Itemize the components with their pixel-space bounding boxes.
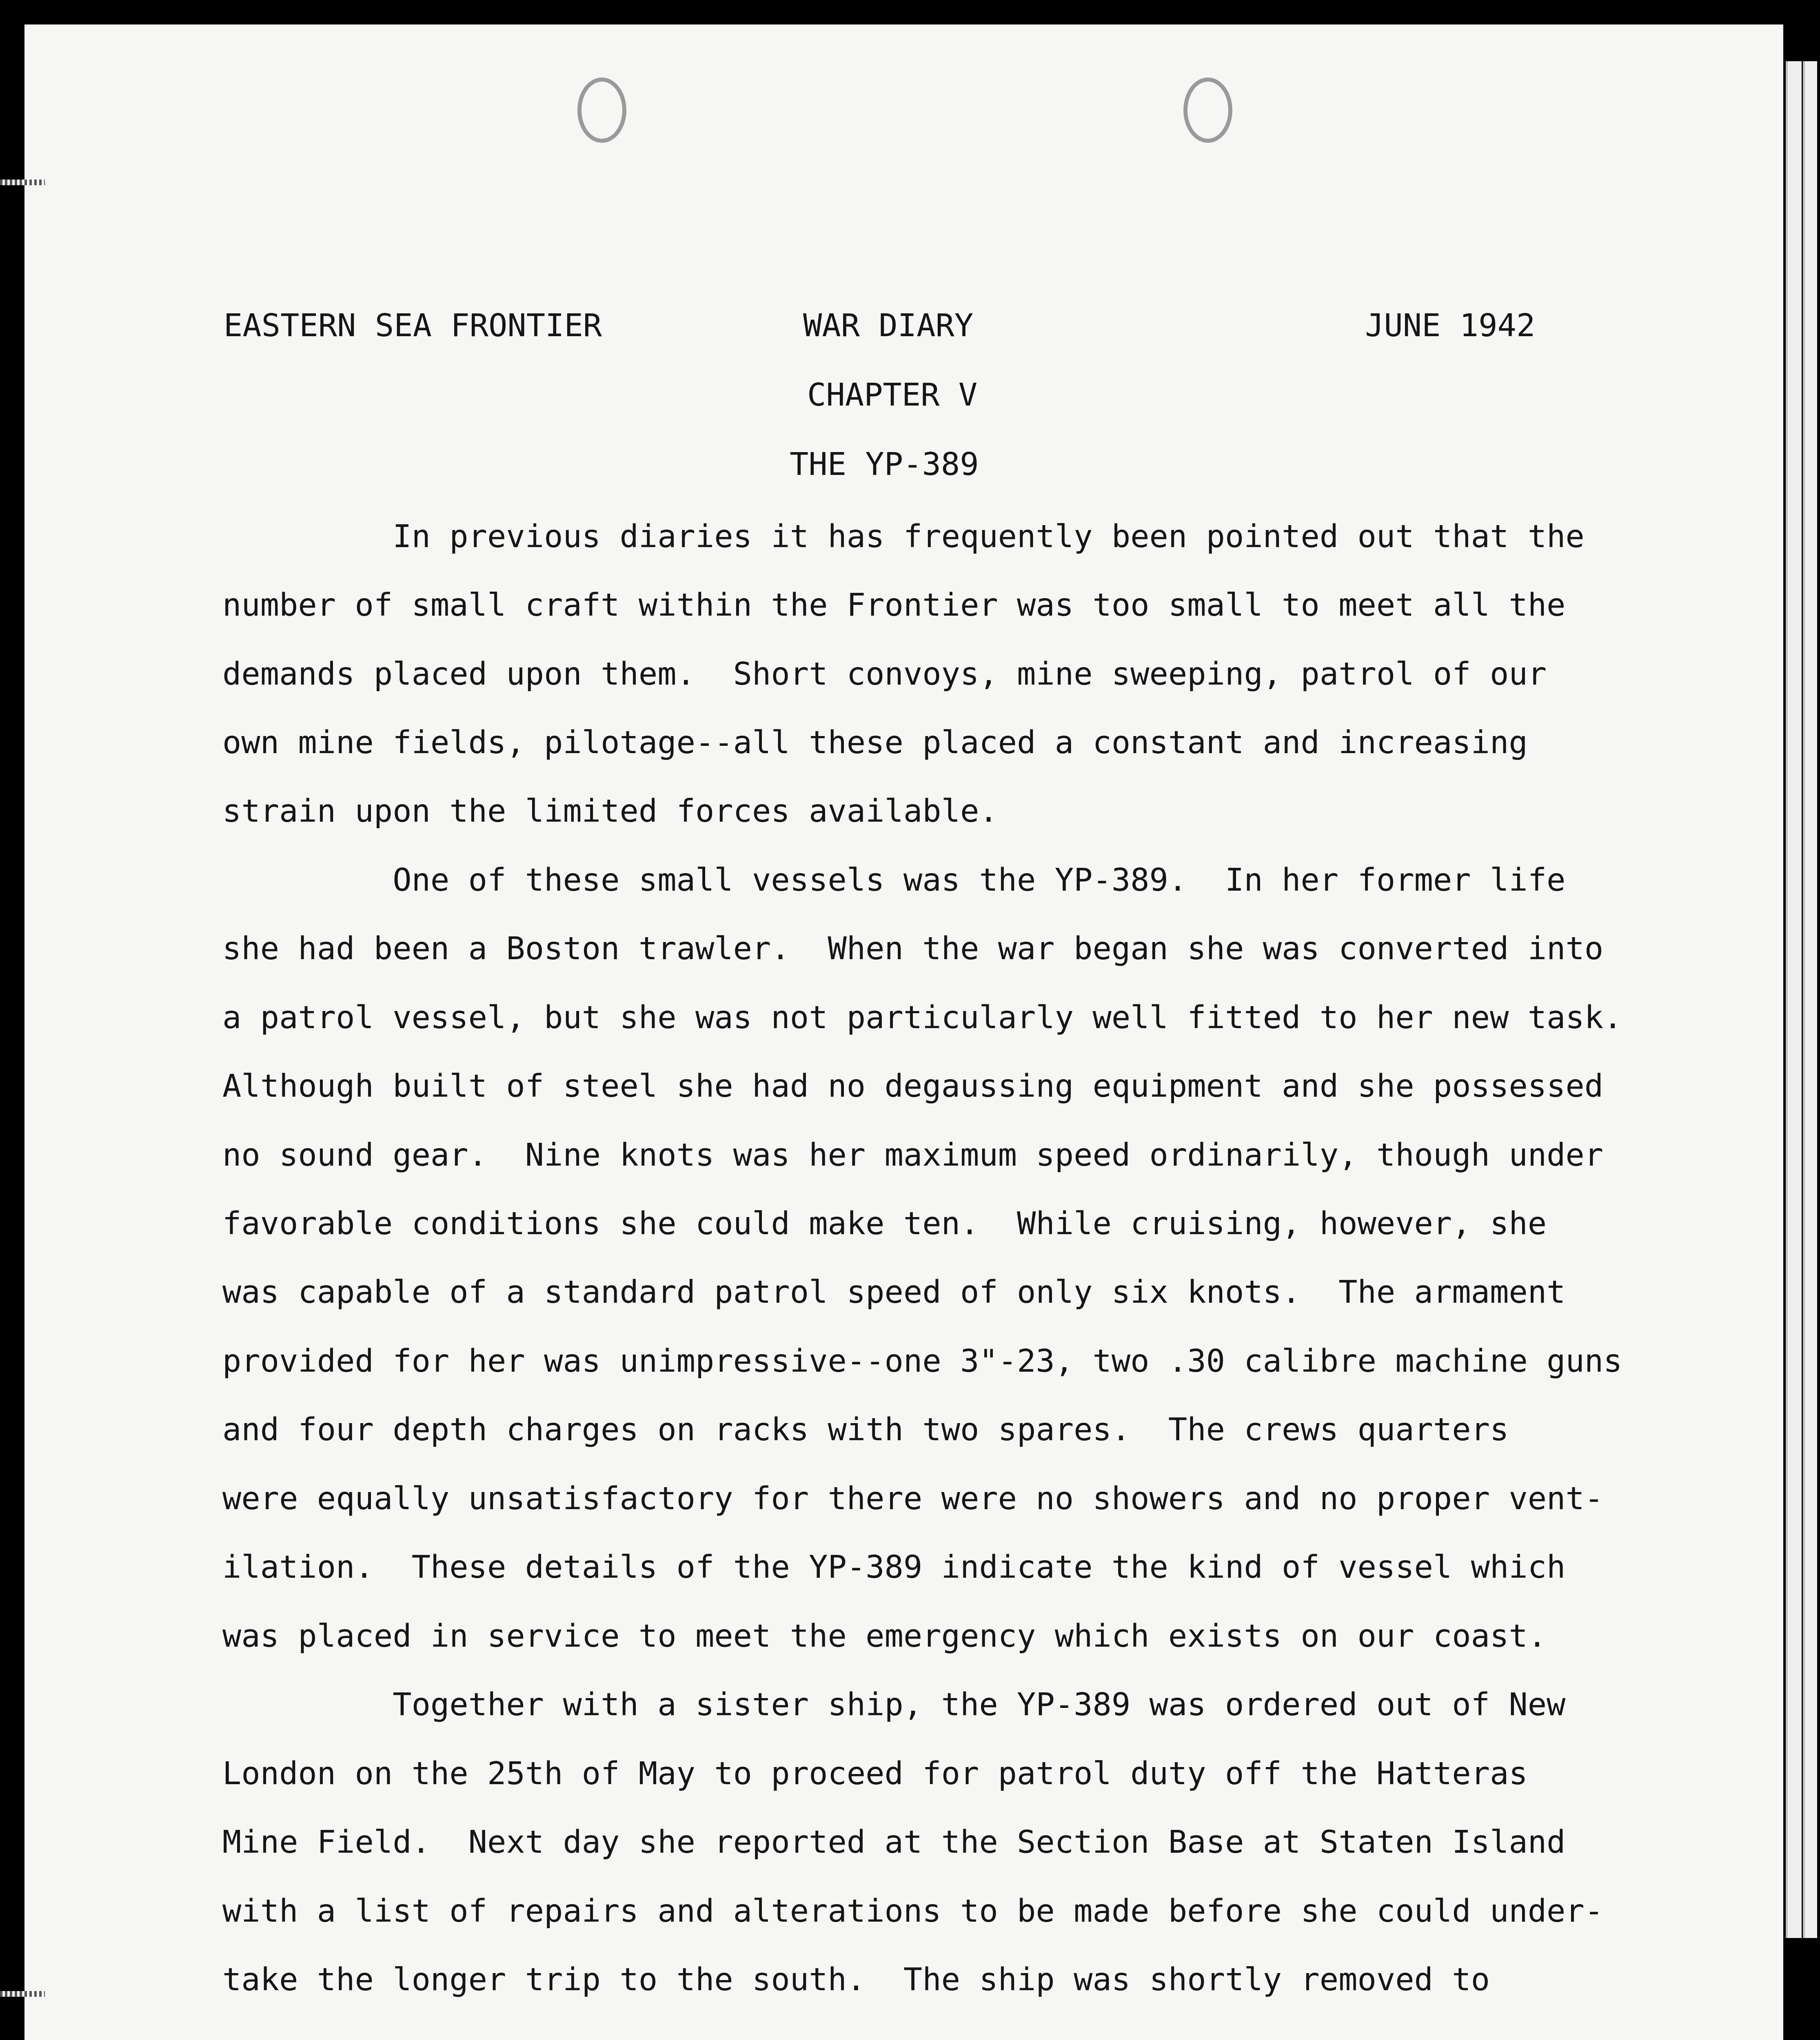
body-line: demands placed upon them. Short convoys, mine sweeping, patrol of our bbox=[222, 656, 1547, 692]
chapter-heading: CHAPTER V bbox=[807, 377, 978, 413]
header-date: JUNE 1942 bbox=[1365, 308, 1536, 344]
body-line: with a list of repairs and alterations to be made before she could under- bbox=[222, 1893, 1604, 1929]
body-line: no sound gear. Nine knots was her maximum speed ordinarily, though under bbox=[222, 1137, 1604, 1173]
body-line: ilation. These details of the YP-389 indicate the kind of vessel which bbox=[222, 1549, 1566, 1585]
scan-registration-mark bbox=[0, 180, 45, 185]
chapter-subject: THE YP-389 bbox=[790, 446, 979, 483]
punch-hole-left bbox=[577, 78, 626, 143]
body-line: a patrol vessel, but she was not particularly well fitted to her new task. bbox=[222, 1000, 1622, 1036]
body-line: take the longer trip to the south. The ship was shortly removed to bbox=[222, 1962, 1490, 1998]
header-frontier-name: EASTERN SEA FRONTIER bbox=[224, 308, 602, 344]
punch-hole-right bbox=[1183, 78, 1232, 143]
body-line: was capable of a standard patrol speed of only six knots. The armament bbox=[222, 1274, 1566, 1310]
body-line: In previous diaries it has frequently been pointed out that the bbox=[222, 519, 1585, 555]
body-line: strain upon the limited forces available. bbox=[222, 793, 998, 829]
body-line: Mine Field. Next day she reported at the Section Base at Staten Island bbox=[222, 1824, 1566, 1860]
body-line: London on the 25th of May to proceed for patrol duty off the Hatteras bbox=[222, 1756, 1528, 1792]
header-diary-title: WAR DIARY bbox=[803, 308, 974, 344]
body-line: she had been a Boston trawler. When the war began she was converted into bbox=[222, 931, 1604, 967]
body-line: Together with a sister ship, the YP-389 was ordered out of New bbox=[222, 1687, 1566, 1723]
page-edge-strip bbox=[1786, 61, 1802, 1938]
body-line: One of these small vessels was the YP-389. In her former life bbox=[222, 862, 1566, 898]
body-line: was placed in service to meet the emergency which exists on our coast. bbox=[222, 1618, 1547, 1654]
page-edge-strip bbox=[1803, 61, 1817, 1938]
body-line: own mine fields, pilotage--all these placed a constant and increasing bbox=[222, 725, 1528, 761]
body-line: provided for her was unimpressive--one 3"-23, two .30 calibre machine guns bbox=[222, 1343, 1622, 1379]
body-line: and four depth charges on racks with two spares. The crews quarters bbox=[222, 1412, 1509, 1448]
body-line: Although built of steel she had no degaussing equipment and she possessed bbox=[222, 1068, 1604, 1104]
scan-registration-mark bbox=[0, 1991, 45, 1997]
body-line: were equally unsatisfactory for there were no showers and no proper vent- bbox=[222, 1481, 1604, 1517]
body-line: number of small craft within the Frontier was too small to meet all the bbox=[222, 587, 1566, 623]
body-line: favorable conditions she could make ten. While cruising, however, she bbox=[222, 1206, 1547, 1242]
